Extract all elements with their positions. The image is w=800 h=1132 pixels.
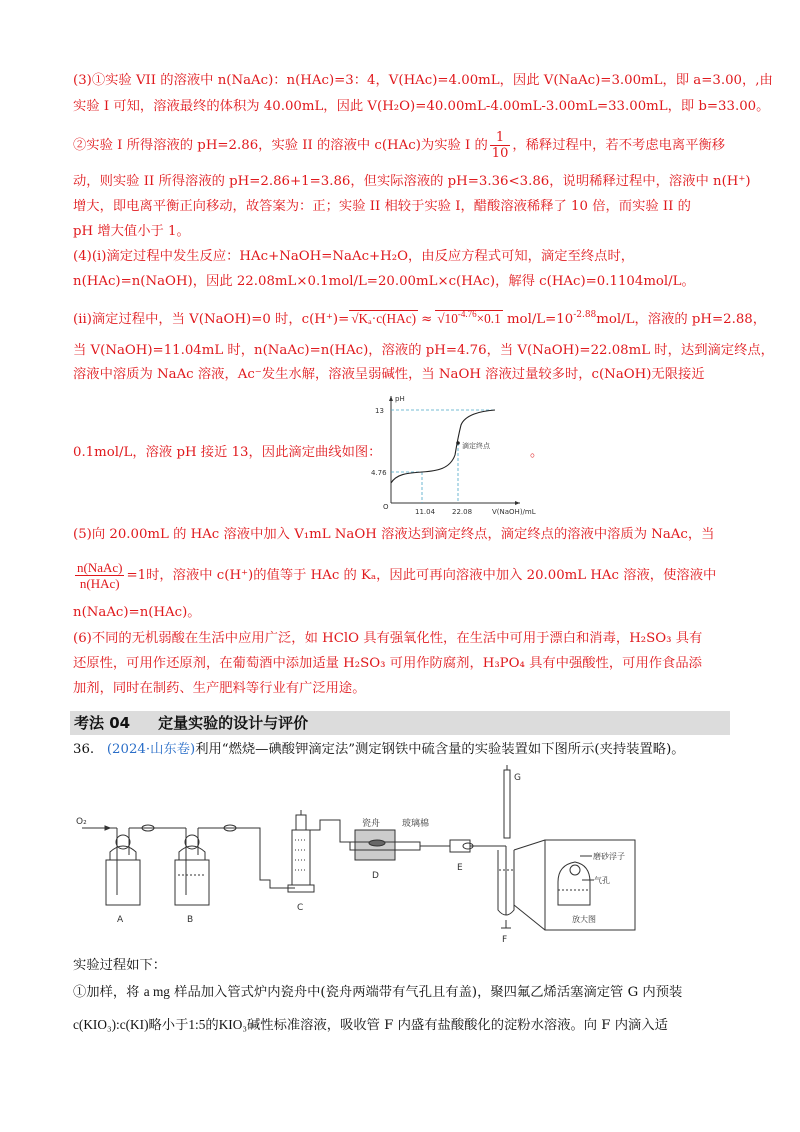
ratio-fraction: $\frac{\text{n(NaAc)}}{\text{n(HAc)}}$ (77, 560, 123, 591)
answer-3-line-4: 动，则实验 II 所得溶液的 pH=2.86+1=3.86，但实际溶液的 pH=3.36<3.86，说明稀释过程中，溶液中 n(H⁺) (73, 174, 751, 189)
question-36-stem: 36. (2024·山东卷)利用“燃烧—碘酸钾滴定法”测定钢铁中硫含量的实验装置如下图所示(夹持装置略)。 (73, 742, 685, 757)
label-d: D (372, 871, 379, 881)
answer-4-line-6: 0.1mol/L，溶液 pH 接近 13，因此滴定曲线如图： (73, 445, 382, 460)
label-c: C (297, 903, 304, 913)
answer-3-line-2: 实验 I 可知，溶液最终的体积为 40.00mL，因此 V(H₂O)=40.00mL-4.00mL-3.00mL=33.00mL，即 b=33.00。 (73, 99, 770, 114)
endpoint-label: 滴定终点 (462, 442, 490, 450)
sqrt-expression-2: $√10^{-4.76}\times 0.1$ (437, 309, 501, 326)
x-tick-11.04: 11.04 (415, 508, 436, 516)
answer-5-line-1: (5)向 20.00mL 的 HAc 溶液中加入 V₁mL NaOH 溶液达到滴定终点，滴定终点的溶液中溶质为 NaAc，当 (73, 527, 715, 542)
answer-4-line-4: 当 V(NaOH)=11.04mL 时，n(NaAc)=n(HAc)，溶液的 pH=4.76，当 V(NaOH)=22.08mL 时，达到滴定终点， (73, 343, 774, 358)
endpoint-marker (456, 441, 460, 445)
boat-label: 瓷舟 (362, 819, 381, 829)
process-line-2: c(KIO₃):c(KI)略小于1:5的KIO₃碱性标准溶液，吸收管 F 内盛有盐酸酸化的淀粉水溶液。向 F 内滴入适 (73, 1017, 668, 1033)
answer-4-line-5: 溶液中溶质为 NaAc 溶液，Ac⁻发生水解，溶液呈弱碱性，当 NaOH 溶液过量较多时，c(NaOH)无限接近 (73, 367, 705, 382)
o2-label: O₂ (76, 817, 87, 827)
answer-3-line-1: (3)①实验 VII 的溶液中 n(NaAc)：n(HAc)=3：4，V(HAc)=4.00mL，因此 V(NaAc)=3.00mL，即 a=3.00，,由 (73, 73, 773, 88)
sqrt-expression-1: √Kₐ·c(HAc) (351, 311, 417, 326)
float-label: 磨砂浮子 (593, 852, 625, 861)
answer-4-line-2: n(HAc)=n(NaOH)，因此 22.08mL×0.1mol/L=20.00mL×c(HAc)，解得 c(HAc)=0.1104mol/L。 (73, 274, 695, 289)
section-title: 定量实验的设计与评价 (158, 714, 309, 732)
y-tick-13: 13 (375, 407, 384, 415)
label-a: A (117, 915, 124, 925)
answer-5-line-3: n(NaAc)=n(HAc)。 (73, 605, 201, 620)
titration-curve-graph (365, 393, 536, 518)
answer-4-line-1: (4)(i)滴定过程中发生反应：HAc+NaOH=NaAc+H₂O，由反应方程式可知，滴定至终点时， (73, 249, 635, 264)
fraction: $\frac{1}{10}$ (491, 130, 509, 161)
label-b: B (187, 915, 194, 925)
hole-label: 气孔 (594, 876, 610, 885)
question-source: (2024·山东卷) (106, 742, 196, 757)
answer-6-line-2: 还原性，可用作还原剂，在葡萄酒中添加适量 H₂SO₃ 可用作防腐剂，H₃PO₄ 具有中强酸性，可用作食品添 (73, 656, 702, 671)
section-number: 考法 04 (74, 714, 131, 732)
process-title: 实验过程如下： (73, 958, 167, 973)
answer-4-line-3: (ii)滴定过程中，当 V(NaOH)=0 时，$c(H^+)= √K_a\cdot c(HAc) \approx √10^{-4.76}\times 0.1$ mol/$L=10^{-2.88}mol/L$，溶液的 pH=2.88， (73, 309, 767, 327)
answer-5-line-2: $\frac{\text{n(NaAc)}}{\text{n(HAc)}}$ =1时，溶液中 c(H⁺)的值等于 HAc 的 Kₐ，因此可再向溶液中加入 20.00mL HAc 溶液，使溶液中 (77, 560, 717, 591)
x-tick-22.08: 22.08 (452, 508, 473, 516)
answer-3-line-6: pH 增大值小于 1。 (73, 224, 190, 239)
answer-6-line-3: 加剂，同时在制药、生产肥料等行业有广泛用途。 (73, 681, 366, 696)
answer-4-line-6-end: 。 (530, 445, 544, 460)
process-line-1: ①加样，将 a mg 样品加入管式炉内瓷舟中(瓷舟两端带有气孔且有盖)，聚四氟乙烯活塞滴定管 G 内预装 (73, 984, 683, 1000)
apparatus-diagram (70, 770, 710, 950)
zoom-label: 放大图 (572, 915, 596, 924)
label-e: E (457, 863, 463, 873)
y-tick-4.76: 4.76 (371, 469, 387, 477)
label-f: F (502, 935, 508, 945)
label-g: G (514, 773, 521, 783)
origin-label: O (383, 503, 389, 511)
glass-wool-label: 玻璃棉 (402, 819, 430, 829)
answer-3-line-5: 增大，即电离平衡正向移动，故答案为：正；实验 II 相较于实验 I，醋酸溶液稀释了 10 倍，而实验 II 的 (73, 199, 691, 214)
answer-3-line-3: ②实验 I 所得溶液的 pH=2.86，实验 II 的溶液中 c(HAc)为实验 I 的 $\frac{1}{10}$ ，稀释过程中，若不考虑电离平衡移 (73, 130, 726, 161)
y-axis-label: pH (395, 395, 405, 403)
x-axis-label: V(NaOH)/mL (492, 508, 536, 516)
answer-6-line-1: (6)不同的无机弱酸在生活中应用广泛，如 HClO 具有强氧化性，在生活中可用于漂白和消毒，H₂SO₃ 具有 (73, 631, 703, 646)
section-header (70, 711, 730, 735)
